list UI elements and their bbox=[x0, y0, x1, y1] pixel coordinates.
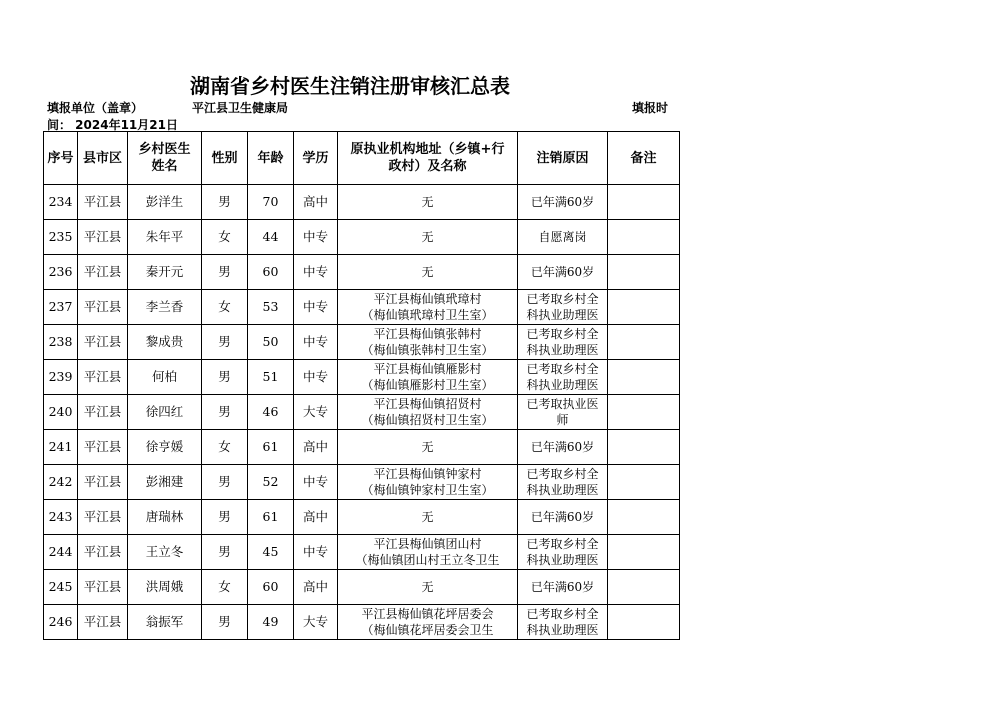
cell-education: 高中 bbox=[294, 500, 338, 535]
table-header-row bbox=[44, 132, 680, 185]
page-title: 湖南省乡村医生注销注册审核汇总表 bbox=[190, 74, 510, 98]
cell-age: 50 bbox=[248, 325, 294, 360]
reason-line: 已年满60岁 bbox=[530, 510, 595, 524]
cell-cancellation-reason bbox=[518, 570, 608, 605]
cell-institution-address bbox=[338, 185, 518, 220]
cell-cancellation-reason bbox=[518, 395, 608, 430]
cell-remarks bbox=[608, 500, 680, 535]
cell-county: 平江县 bbox=[78, 220, 128, 255]
cell-education: 高中 bbox=[294, 570, 338, 605]
reason-line: 已考取乡村全 bbox=[526, 467, 599, 481]
facility-name-line: （梅仙镇张韩村卫生室） bbox=[361, 343, 494, 357]
cell-remarks bbox=[608, 605, 680, 640]
reason-line: 已年满60岁 bbox=[530, 265, 595, 279]
cell-sex: 女 bbox=[202, 220, 248, 255]
address-line: 无 bbox=[421, 230, 434, 244]
cell-cancellation-reason bbox=[518, 430, 608, 465]
table-row bbox=[44, 360, 680, 395]
address-line: 平江县梅仙镇团山村 bbox=[373, 537, 482, 551]
cell-no: 237 bbox=[44, 290, 78, 325]
cell-institution-address bbox=[338, 605, 518, 640]
cell-remarks bbox=[608, 185, 680, 220]
reason-line: 已年满60岁 bbox=[530, 195, 595, 209]
facility-name-line: （梅仙镇雁影村卫生室） bbox=[361, 378, 494, 392]
reason-line: 科执业助理医 bbox=[526, 553, 599, 567]
address-line: 无 bbox=[421, 580, 434, 594]
cell-no: 239 bbox=[44, 360, 78, 395]
cell-no: 236 bbox=[44, 255, 78, 290]
cell-doctor-name: 彭洋生 bbox=[128, 185, 202, 220]
cell-cancellation-reason bbox=[518, 325, 608, 360]
cell-age: 51 bbox=[248, 360, 294, 395]
cell-education: 中专 bbox=[294, 535, 338, 570]
table-row bbox=[44, 185, 680, 220]
cell-county: 平江县 bbox=[78, 325, 128, 360]
column-header-education: 学历 bbox=[294, 132, 338, 185]
reason-line: 科执业助理医 bbox=[526, 623, 599, 637]
cell-cancellation-reason bbox=[518, 185, 608, 220]
cell-doctor-name: 翁振军 bbox=[128, 605, 202, 640]
cell-doctor-name: 王立冬 bbox=[128, 535, 202, 570]
cell-remarks bbox=[608, 290, 680, 325]
cell-sex: 男 bbox=[202, 185, 248, 220]
report-date: 间： 2024年11月21日 bbox=[47, 118, 178, 132]
cell-county: 平江县 bbox=[78, 500, 128, 535]
cell-age: 46 bbox=[248, 395, 294, 430]
cell-sex: 男 bbox=[202, 500, 248, 535]
reporting-unit-label: 填报单位（盖章） bbox=[47, 101, 144, 115]
cell-education: 中专 bbox=[294, 290, 338, 325]
address-line: 平江县梅仙镇招贤村 bbox=[373, 397, 482, 411]
address-line: 平江县梅仙镇钟家村 bbox=[373, 467, 482, 481]
cell-sex: 男 bbox=[202, 535, 248, 570]
address-line: 平江县梅仙镇雁影村 bbox=[373, 362, 482, 376]
cell-no: 245 bbox=[44, 570, 78, 605]
cell-age: 44 bbox=[248, 220, 294, 255]
cell-age: 53 bbox=[248, 290, 294, 325]
table-row bbox=[44, 570, 680, 605]
cell-age: 60 bbox=[248, 570, 294, 605]
cell-education: 中专 bbox=[294, 255, 338, 290]
cell-sex: 男 bbox=[202, 395, 248, 430]
cell-county: 平江县 bbox=[78, 255, 128, 290]
column-header-doctor-name: 乡村医生姓名 bbox=[128, 132, 202, 185]
facility-name-line: （梅仙镇招贤村卫生室） bbox=[361, 413, 494, 427]
address-line: 无 bbox=[421, 440, 434, 454]
cell-county: 平江县 bbox=[78, 465, 128, 500]
table-row bbox=[44, 605, 680, 640]
reason-line: 科执业助理医 bbox=[526, 343, 599, 357]
cell-cancellation-reason bbox=[518, 290, 608, 325]
cell-no: 235 bbox=[44, 220, 78, 255]
cell-institution-address bbox=[338, 500, 518, 535]
cell-age: 60 bbox=[248, 255, 294, 290]
cell-education: 大专 bbox=[294, 605, 338, 640]
cell-sex: 女 bbox=[202, 430, 248, 465]
address-line: 无 bbox=[421, 195, 434, 209]
summary-table bbox=[43, 131, 680, 640]
table-row bbox=[44, 430, 680, 465]
reporting-unit-value: 平江县卫生健康局 bbox=[192, 101, 289, 115]
table-row bbox=[44, 465, 680, 500]
facility-name-line: （梅仙镇团山村王立冬卫生 bbox=[355, 553, 500, 567]
cell-remarks bbox=[608, 465, 680, 500]
reason-line: 已考取乡村全 bbox=[526, 327, 599, 341]
cell-age: 61 bbox=[248, 430, 294, 465]
cell-doctor-name: 唐瑞林 bbox=[128, 500, 202, 535]
cell-cancellation-reason bbox=[518, 465, 608, 500]
cell-county: 平江县 bbox=[78, 395, 128, 430]
reason-line: 已考取执业医 bbox=[526, 397, 599, 411]
reason-line: 已考取乡村全 bbox=[526, 362, 599, 376]
reason-line: 科执业助理医 bbox=[526, 378, 599, 392]
cell-sex: 男 bbox=[202, 465, 248, 500]
address-line: 无 bbox=[421, 265, 434, 279]
reason-line: 已年满60岁 bbox=[530, 580, 595, 594]
cell-education: 中专 bbox=[294, 220, 338, 255]
cell-county: 平江县 bbox=[78, 290, 128, 325]
column-header-sex: 性别 bbox=[202, 132, 248, 185]
cell-no: 234 bbox=[44, 185, 78, 220]
table-row bbox=[44, 255, 680, 290]
cell-education: 高中 bbox=[294, 185, 338, 220]
cell-doctor-name: 彭湘建 bbox=[128, 465, 202, 500]
cell-education: 中专 bbox=[294, 325, 338, 360]
cell-institution-address bbox=[338, 570, 518, 605]
cell-no: 238 bbox=[44, 325, 78, 360]
cell-doctor-name: 秦开元 bbox=[128, 255, 202, 290]
cell-education: 高中 bbox=[294, 430, 338, 465]
cell-sex: 男 bbox=[202, 325, 248, 360]
cell-institution-address bbox=[338, 255, 518, 290]
report-date-label: 填报时 bbox=[632, 101, 669, 115]
table-row bbox=[44, 500, 680, 535]
cell-education: 大专 bbox=[294, 395, 338, 430]
cell-institution-address bbox=[338, 220, 518, 255]
cell-remarks bbox=[608, 535, 680, 570]
table-row bbox=[44, 290, 680, 325]
facility-name-line: （梅仙镇钟家村卫生室） bbox=[361, 483, 494, 497]
cell-age: 52 bbox=[248, 465, 294, 500]
cell-cancellation-reason bbox=[518, 535, 608, 570]
cell-doctor-name: 李兰香 bbox=[128, 290, 202, 325]
cell-remarks bbox=[608, 255, 680, 290]
column-header-no: 序号 bbox=[44, 132, 78, 185]
cell-age: 70 bbox=[248, 185, 294, 220]
cell-doctor-name: 何柏 bbox=[128, 360, 202, 395]
cell-age: 49 bbox=[248, 605, 294, 640]
cell-doctor-name: 洪周娥 bbox=[128, 570, 202, 605]
table-row bbox=[44, 220, 680, 255]
reason-line: 科执业助理医 bbox=[526, 308, 599, 322]
table-row bbox=[44, 395, 680, 430]
table-row bbox=[44, 535, 680, 570]
cell-cancellation-reason bbox=[518, 255, 608, 290]
cell-institution-address bbox=[338, 360, 518, 395]
cell-education: 中专 bbox=[294, 360, 338, 395]
column-header-cancellation-reason: 注销原因 bbox=[518, 132, 608, 185]
cell-county: 平江县 bbox=[78, 185, 128, 220]
cell-doctor-name: 徐亨媛 bbox=[128, 430, 202, 465]
cell-institution-address bbox=[338, 290, 518, 325]
reason-line: 已考取乡村全 bbox=[526, 537, 599, 551]
cell-institution-address bbox=[338, 535, 518, 570]
cell-no: 244 bbox=[44, 535, 78, 570]
cell-cancellation-reason bbox=[518, 360, 608, 395]
reason-line: 自愿离岗 bbox=[538, 230, 587, 244]
cell-age: 45 bbox=[248, 535, 294, 570]
address-line: 平江县梅仙镇花坪居委会 bbox=[361, 607, 494, 621]
cell-institution-address bbox=[338, 430, 518, 465]
cell-institution-address bbox=[338, 325, 518, 360]
cell-county: 平江县 bbox=[78, 360, 128, 395]
cell-age: 61 bbox=[248, 500, 294, 535]
cell-no: 242 bbox=[44, 465, 78, 500]
reason-line: 科执业助理医 bbox=[526, 483, 599, 497]
cell-remarks bbox=[608, 220, 680, 255]
address-line: 无 bbox=[421, 510, 434, 524]
table-row bbox=[44, 325, 680, 360]
cell-county: 平江县 bbox=[78, 430, 128, 465]
cell-county: 平江县 bbox=[78, 570, 128, 605]
cell-sex: 男 bbox=[202, 605, 248, 640]
column-header-county: 县市区 bbox=[78, 132, 128, 185]
facility-name-line: （梅仙镇花坪居委会卫生 bbox=[361, 623, 494, 637]
cell-remarks bbox=[608, 430, 680, 465]
cell-sex: 女 bbox=[202, 570, 248, 605]
cell-sex: 男 bbox=[202, 255, 248, 290]
cell-remarks bbox=[608, 570, 680, 605]
cell-cancellation-reason bbox=[518, 500, 608, 535]
cell-county: 平江县 bbox=[78, 605, 128, 640]
cell-sex: 女 bbox=[202, 290, 248, 325]
cell-remarks bbox=[608, 395, 680, 430]
cell-no: 241 bbox=[44, 430, 78, 465]
cell-doctor-name: 黎成贵 bbox=[128, 325, 202, 360]
cell-no: 240 bbox=[44, 395, 78, 430]
cell-institution-address bbox=[338, 395, 518, 430]
cell-cancellation-reason bbox=[518, 605, 608, 640]
address-line: 平江县梅仙镇玳璋村 bbox=[373, 292, 482, 306]
cell-remarks bbox=[608, 360, 680, 395]
cell-doctor-name: 朱年平 bbox=[128, 220, 202, 255]
column-header-institution-address: 原执业机构地址（乡镇+行政村）及名称 bbox=[338, 132, 518, 185]
cell-remarks bbox=[608, 325, 680, 360]
reason-line: 已考取乡村全 bbox=[526, 607, 599, 621]
reason-line: 已考取乡村全 bbox=[526, 292, 599, 306]
cell-sex: 男 bbox=[202, 360, 248, 395]
column-header-remarks: 备注 bbox=[608, 132, 680, 185]
address-line: 平江县梅仙镇张韩村 bbox=[373, 327, 482, 341]
cell-cancellation-reason bbox=[518, 220, 608, 255]
facility-name-line: （梅仙镇玳璋村卫生室） bbox=[361, 308, 494, 322]
cell-no: 243 bbox=[44, 500, 78, 535]
reason-line: 已年满60岁 bbox=[530, 440, 595, 454]
reason-line: 师 bbox=[556, 413, 569, 427]
column-header-age: 年龄 bbox=[248, 132, 294, 185]
cell-county: 平江县 bbox=[78, 535, 128, 570]
cell-institution-address bbox=[338, 465, 518, 500]
cell-doctor-name: 徐四红 bbox=[128, 395, 202, 430]
table-body bbox=[44, 185, 680, 640]
cell-education: 中专 bbox=[294, 465, 338, 500]
cell-no: 246 bbox=[44, 605, 78, 640]
